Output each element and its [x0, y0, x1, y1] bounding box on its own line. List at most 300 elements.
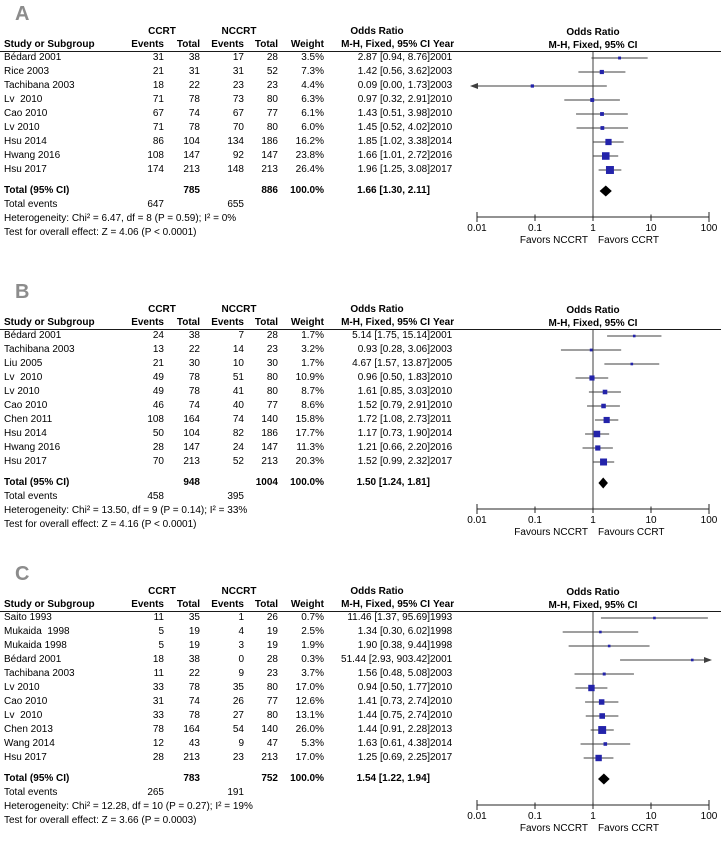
weight-cell: 26.4%: [295, 164, 324, 175]
total2-cell: 47: [266, 738, 278, 749]
total2-cell: 77: [266, 108, 278, 119]
weight-cell: 1.7%: [301, 330, 324, 341]
total1-cell: 213: [183, 164, 200, 175]
study-row: [0, 723, 455, 737]
total-n2: 1004: [255, 477, 278, 488]
total-diamond: [600, 186, 612, 197]
total1-cell: 78: [188, 710, 200, 721]
or-square: [633, 335, 636, 338]
col-header-events2: Events: [211, 317, 244, 328]
events2-cell: 92: [232, 150, 244, 161]
estimate-cell: 1.42 [0.56, 3.62]: [357, 66, 430, 77]
col-header-study: Study or Subgroup: [4, 39, 95, 50]
forest-plot: [455, 565, 721, 835]
col-header-total1: Total: [176, 39, 200, 50]
ci-left-arrow: [470, 83, 478, 89]
total1-cell: 104: [183, 428, 200, 439]
study-name: Bédard 2001: [4, 330, 62, 341]
or-square: [601, 404, 606, 409]
events2-cell: 7: [238, 330, 244, 341]
estimate-cell: 1.21 [0.66, 2.20]: [357, 442, 430, 453]
total2-cell: 80: [266, 122, 278, 133]
total-weight: 100.0%: [290, 185, 324, 196]
events1-cell: 49: [152, 386, 164, 397]
total-events-label: Total events: [4, 787, 58, 798]
forest-plot: [455, 283, 721, 539]
panel-label: A: [15, 3, 31, 25]
axis-tick-label: 10: [645, 223, 657, 234]
study-row: [0, 357, 455, 371]
total1-cell: 147: [183, 150, 200, 161]
forest-panel: [0, 283, 721, 539]
events2-cell: 74: [232, 414, 244, 425]
study-rows: [0, 329, 455, 469]
total1-cell: 74: [188, 400, 200, 411]
weight-cell: 3.5%: [301, 52, 324, 63]
total2-cell: 19: [266, 626, 278, 637]
total1-cell: 35: [188, 612, 200, 623]
study-name: Hsu 2017: [4, 752, 47, 763]
events2-cell: 26: [232, 696, 244, 707]
plot-effect-title: Odds Ratio: [566, 27, 620, 38]
weight-cell: 1.7%: [301, 358, 324, 369]
year-cell: 1998: [430, 640, 453, 651]
weight-cell: 12.6%: [295, 696, 324, 707]
group2-header: NCCRT: [221, 586, 257, 597]
estimate-cell: 2.87 [0.94, 8.76]: [357, 52, 430, 63]
study-name: Cao 2010: [4, 108, 48, 119]
study-row: [0, 93, 455, 107]
events2-cell: 67: [232, 108, 244, 119]
year-cell: 2010: [430, 696, 453, 707]
study-name: Cao 2010: [4, 400, 48, 411]
axis-tick-label: 100: [700, 223, 718, 234]
total2-cell: 19: [266, 640, 278, 651]
study-name: Lv 2010: [4, 386, 40, 397]
year-cell: 2010: [430, 400, 453, 411]
estimate-cell: 1.43 [0.51, 3.98]: [357, 108, 430, 119]
or-square: [594, 431, 601, 438]
events1-cell: 21: [152, 66, 164, 77]
col-header-estimate: M-H, Fixed, 95% CI: [341, 39, 430, 50]
group-header-row: [0, 303, 455, 316]
total-events-row: [0, 786, 455, 800]
events2-cell: 54: [232, 724, 244, 735]
year-cell: 2001: [430, 330, 453, 341]
study-row: [0, 51, 455, 65]
total2-cell: 147: [261, 150, 278, 161]
col-header-weight: Weight: [290, 39, 324, 50]
total1-cell: 104: [183, 136, 200, 147]
estimate-cell: 1.17 [0.73, 1.90]: [357, 428, 430, 439]
total1-cell: 31: [188, 66, 200, 77]
axis-tick-label: 100: [700, 515, 718, 526]
axis-tick-label: 100: [700, 811, 718, 822]
col-header-events2: Events: [211, 39, 244, 50]
events1-cell: 174: [147, 164, 164, 175]
total-row: [0, 772, 455, 786]
events2-cell: 9: [238, 738, 244, 749]
estimate-cell: 4.67 [1.57, 13.87]: [352, 358, 430, 369]
total1-cell: 213: [183, 752, 200, 763]
total-estimate: 1.66 [1.30, 2.11]: [357, 185, 430, 196]
events1-cell: 49: [152, 372, 164, 383]
study-name: Chen 2011: [4, 414, 53, 425]
col-header-events1: Events: [131, 39, 164, 50]
estimate-cell: 1.34 [0.30, 6.02]: [357, 626, 430, 637]
year-cell: 2010: [430, 682, 453, 693]
effect-header: Odds Ratio: [350, 304, 404, 315]
study-row: [0, 751, 455, 765]
total2-cell: 30: [266, 358, 278, 369]
weight-cell: 13.1%: [295, 710, 324, 721]
favors-right-label: Favors CCRT: [598, 235, 659, 246]
weight-cell: 1.9%: [301, 640, 324, 651]
or-square: [595, 445, 600, 450]
events1-cell: 71: [152, 122, 164, 133]
study-name: Lv 2010: [4, 372, 43, 383]
study-row: [0, 427, 455, 441]
total2-cell: 23: [266, 668, 278, 679]
total-n1: 783: [183, 773, 200, 784]
ci-right-arrow: [704, 657, 712, 663]
study-name: Wang 2014: [4, 738, 55, 749]
effect-header: Odds Ratio: [350, 26, 404, 37]
total-label: Total (95% CI): [4, 185, 70, 196]
forest-panel: [0, 5, 721, 247]
panel-label: B: [15, 281, 31, 303]
total1-cell: 19: [188, 626, 200, 637]
events1-cell: 12: [152, 738, 164, 749]
weight-cell: 8.6%: [301, 400, 324, 411]
events1-cell: 31: [152, 52, 164, 63]
total1-cell: 19: [188, 640, 200, 651]
total1-cell: 22: [188, 344, 200, 355]
year-cell: 2005: [430, 358, 453, 369]
events2-cell: 24: [232, 442, 244, 453]
total1-cell: 22: [188, 668, 200, 679]
col-header-study: Study or Subgroup: [4, 599, 95, 610]
study-name: Lv 2010: [4, 122, 40, 133]
total2-cell: 28: [266, 330, 278, 341]
total-estimate: 1.50 [1.24, 1.81]: [356, 477, 430, 488]
year-cell: 2014: [430, 136, 453, 147]
total2-cell: 26: [266, 612, 278, 623]
events1-cell: 18: [152, 654, 164, 665]
events1-cell: 108: [147, 414, 164, 425]
axis-tick-label: 1: [590, 223, 596, 234]
total-n1: 948: [183, 477, 200, 488]
total1-cell: 164: [183, 724, 200, 735]
estimate-cell: 51.44 [2.93, 903.42]: [341, 654, 430, 665]
events2-cell: 51: [232, 372, 244, 383]
study-row: [0, 625, 455, 639]
total-diamond: [598, 478, 608, 489]
study-row: [0, 107, 455, 121]
study-row: [0, 709, 455, 723]
plot-method-title: M-H, Fixed, 95% CI: [548, 40, 638, 51]
or-square: [595, 755, 601, 761]
weight-cell: 17.7%: [295, 428, 324, 439]
total1-cell: 38: [188, 654, 200, 665]
total2-cell: 213: [261, 164, 278, 175]
year-cell: 2011: [430, 414, 452, 425]
events1-cell: 28: [152, 442, 164, 453]
or-square: [600, 70, 604, 74]
favors-right-label: Favours CCRT: [598, 527, 665, 538]
total1-cell: 213: [183, 456, 200, 467]
estimate-cell: 1.45 [0.52, 4.02]: [357, 122, 430, 133]
forest-table: [0, 303, 455, 532]
events2-cell: 35: [232, 682, 244, 693]
events1-cell: 31: [152, 696, 164, 707]
col-header-total2: Total: [254, 39, 278, 50]
total1-cell: 74: [188, 108, 200, 119]
col-header-year: Year: [433, 317, 455, 328]
forest-table: [0, 585, 455, 828]
total2-cell: 213: [261, 456, 278, 467]
or-square: [603, 390, 608, 395]
weight-cell: 16.2%: [295, 136, 324, 147]
or-square: [598, 726, 606, 734]
axis-tick-label: 1: [590, 811, 596, 822]
or-square: [599, 631, 602, 634]
study-row: [0, 737, 455, 751]
col-header-total1: Total: [176, 599, 200, 610]
axis-tick-label: 10: [645, 811, 657, 822]
weight-cell: 2.5%: [301, 626, 324, 637]
study-name: Tachibana 2003: [4, 344, 75, 355]
events2-cell: 10: [232, 358, 244, 369]
study-name: Rice 2003: [4, 66, 50, 77]
total2-cell: 213: [261, 752, 278, 763]
estimate-cell: 1.63 [0.61, 4.38]: [357, 738, 430, 749]
group1-header: CCRT: [148, 26, 176, 37]
col-header-total1: Total: [176, 317, 200, 328]
total2-cell: 140: [261, 414, 278, 425]
total1-cell: 38: [188, 330, 200, 341]
col-header-estimate: M-H, Fixed, 95% CI: [341, 599, 430, 610]
total2-cell: 28: [266, 654, 278, 665]
or-square: [531, 84, 534, 87]
total2-cell: 186: [261, 136, 278, 147]
weight-cell: 0.3%: [301, 654, 324, 665]
events1-cell: 24: [152, 330, 164, 341]
study-row: [0, 163, 455, 177]
col-header-weight: Weight: [290, 599, 324, 610]
total-events-2: 395: [227, 491, 244, 502]
year-cell: 2010: [430, 710, 453, 721]
weight-cell: 17.0%: [295, 752, 324, 763]
study-name: Tachibana 2003: [4, 80, 75, 91]
weight-cell: 17.0%: [295, 682, 324, 693]
events2-cell: 4: [238, 626, 244, 637]
total1-cell: 43: [188, 738, 200, 749]
year-cell: 2003: [430, 80, 453, 91]
events1-cell: 18: [152, 80, 164, 91]
study-name: Hwang 2016: [4, 442, 61, 453]
weight-cell: 3.7%: [301, 668, 324, 679]
total1-cell: 30: [188, 358, 200, 369]
weight-cell: 26.0%: [295, 724, 324, 735]
axis-tick-label: 0.1: [528, 811, 542, 822]
group-header-row: [0, 25, 455, 38]
group1-header: CCRT: [148, 304, 176, 315]
estimate-cell: 5.14 [1.75, 15.14]: [352, 330, 430, 341]
events2-cell: 52: [232, 456, 244, 467]
total-events-label: Total events: [4, 199, 58, 210]
study-row: [0, 455, 455, 469]
events1-cell: 28: [152, 752, 164, 763]
or-square: [604, 742, 608, 746]
overall-effect-note: Test for overall effect: Z = 4.06 (P < 0.0001): [4, 227, 197, 238]
col-header-year: Year: [433, 599, 455, 610]
weight-cell: 6.3%: [301, 94, 324, 105]
estimate-cell: 11.46 [1.37, 95.69]: [347, 612, 430, 623]
study-name: Liu 2005: [4, 358, 43, 369]
events2-cell: 40: [232, 400, 244, 411]
year-cell: 2001: [430, 52, 453, 63]
study-name: Tachibana 2003: [4, 668, 75, 679]
group1-header: CCRT: [148, 586, 176, 597]
total1-cell: 78: [188, 682, 200, 693]
total2-cell: 77: [266, 696, 278, 707]
or-square: [602, 152, 610, 160]
weight-cell: 20.3%: [295, 456, 324, 467]
total-events-2: 655: [227, 199, 244, 210]
estimate-cell: 1.52 [0.79, 2.91]: [357, 400, 430, 411]
total2-cell: 28: [266, 52, 278, 63]
axis-tick-label: 10: [645, 515, 657, 526]
events2-cell: 70: [232, 122, 244, 133]
study-name: Mukaida 1998: [4, 640, 67, 651]
weight-cell: 4.4%: [301, 80, 324, 91]
total1-cell: 78: [188, 122, 200, 133]
estimate-cell: 1.90 [0.38, 9.44]: [357, 640, 430, 651]
study-row: [0, 413, 455, 427]
weight-cell: 6.1%: [301, 108, 324, 119]
total2-cell: 23: [266, 80, 278, 91]
or-square: [618, 57, 621, 60]
axis-tick-label: 0.1: [528, 515, 542, 526]
heterogeneity-note: Heterogeneity: Chi² = 13.50, df = 9 (P = 0.14); I² = 33%: [4, 505, 248, 516]
estimate-cell: 1.72 [1.08, 2.73]: [357, 414, 430, 425]
total2-cell: 80: [266, 682, 278, 693]
events1-cell: 50: [152, 428, 164, 439]
study-name: Hwang 2016: [4, 150, 61, 161]
estimate-cell: 0.97 [0.32, 2.91]: [357, 94, 430, 105]
events2-cell: 0: [238, 654, 244, 665]
total-label: Total (95% CI): [4, 773, 70, 784]
total1-cell: 164: [183, 414, 200, 425]
total-events-label: Total events: [4, 491, 58, 502]
study-name: Lv 2010: [4, 682, 40, 693]
weight-cell: 11.3%: [296, 442, 324, 453]
panel-label: C: [15, 563, 31, 585]
study-name: Bédard 2001: [4, 52, 62, 63]
study-row: [0, 695, 455, 709]
events1-cell: 46: [152, 400, 164, 411]
study-row: [0, 329, 455, 343]
col-header-weight: Weight: [290, 317, 324, 328]
or-square: [691, 659, 694, 662]
estimate-cell: 1.44 [0.91, 2.28]: [357, 724, 430, 735]
estimate-cell: 1.52 [0.99, 2.32]: [357, 456, 430, 467]
forest-panel: [0, 565, 721, 835]
events2-cell: 31: [232, 66, 244, 77]
or-square: [606, 166, 614, 174]
estimate-cell: 1.25 [0.69, 2.25]: [357, 752, 430, 763]
study-row: [0, 399, 455, 413]
favors-left-label: Favors NCCRT: [519, 235, 588, 246]
plot-effect-title: Odds Ratio: [566, 587, 620, 598]
weight-cell: 10.9%: [295, 372, 324, 383]
total2-cell: 80: [266, 710, 278, 721]
events1-cell: 11: [153, 612, 164, 623]
total-n2: 752: [261, 773, 278, 784]
year-cell: 2003: [430, 344, 453, 355]
events1-cell: 108: [147, 150, 164, 161]
study-name: Hsu 2017: [4, 164, 47, 175]
study-name: Hsu 2017: [4, 456, 47, 467]
or-square: [600, 112, 604, 116]
events1-cell: 33: [152, 710, 164, 721]
panels-container: [0, 5, 721, 835]
or-square: [600, 126, 604, 130]
col-header-total2: Total: [254, 317, 278, 328]
group2-header: NCCRT: [221, 26, 257, 37]
study-row: [0, 371, 455, 385]
weight-cell: 5.3%: [301, 738, 324, 749]
study-name: Lv 2010: [4, 710, 43, 721]
events2-cell: 41: [232, 386, 244, 397]
estimate-cell: 0.96 [0.50, 1.83]: [357, 372, 430, 383]
events2-cell: 134: [227, 136, 244, 147]
study-name: Saito 1993: [4, 612, 52, 623]
heterogeneity-note: Heterogeneity: Chi² = 12.28, df = 10 (P = 0.27); I² = 19%: [4, 801, 253, 812]
total-row: [0, 476, 455, 490]
or-square: [590, 98, 594, 102]
events1-cell: 78: [152, 724, 164, 735]
axis-tick-label: 0.01: [467, 811, 487, 822]
weight-cell: 0.7%: [301, 612, 324, 623]
study-name: Cao 2010: [4, 696, 48, 707]
forest-table: [0, 25, 455, 240]
study-row: [0, 667, 455, 681]
year-cell: 2010: [430, 372, 453, 383]
total-events-1: 647: [147, 199, 164, 210]
year-cell: 2010: [430, 386, 453, 397]
column-header-row: [0, 316, 455, 329]
overall-effect-note: Test for overall effect: Z = 4.16 (P < 0.0001): [4, 519, 197, 530]
total-label: Total (95% CI): [4, 477, 70, 488]
year-cell: 2016: [430, 442, 453, 453]
year-cell: 2013: [430, 724, 453, 735]
total1-cell: 74: [188, 696, 200, 707]
year-cell: 2001: [430, 654, 453, 665]
total1-cell: 147: [183, 442, 200, 453]
axis-tick-label: 0.01: [467, 515, 487, 526]
year-cell: 2010: [430, 122, 453, 133]
study-row: [0, 343, 455, 357]
study-name: Hsu 2014: [4, 428, 47, 439]
weight-cell: 6.0%: [301, 122, 324, 133]
total1-cell: 78: [188, 94, 200, 105]
year-cell: 2003: [430, 66, 453, 77]
group2-header: NCCRT: [221, 304, 257, 315]
or-square: [588, 685, 594, 691]
events2-cell: 148: [227, 164, 244, 175]
